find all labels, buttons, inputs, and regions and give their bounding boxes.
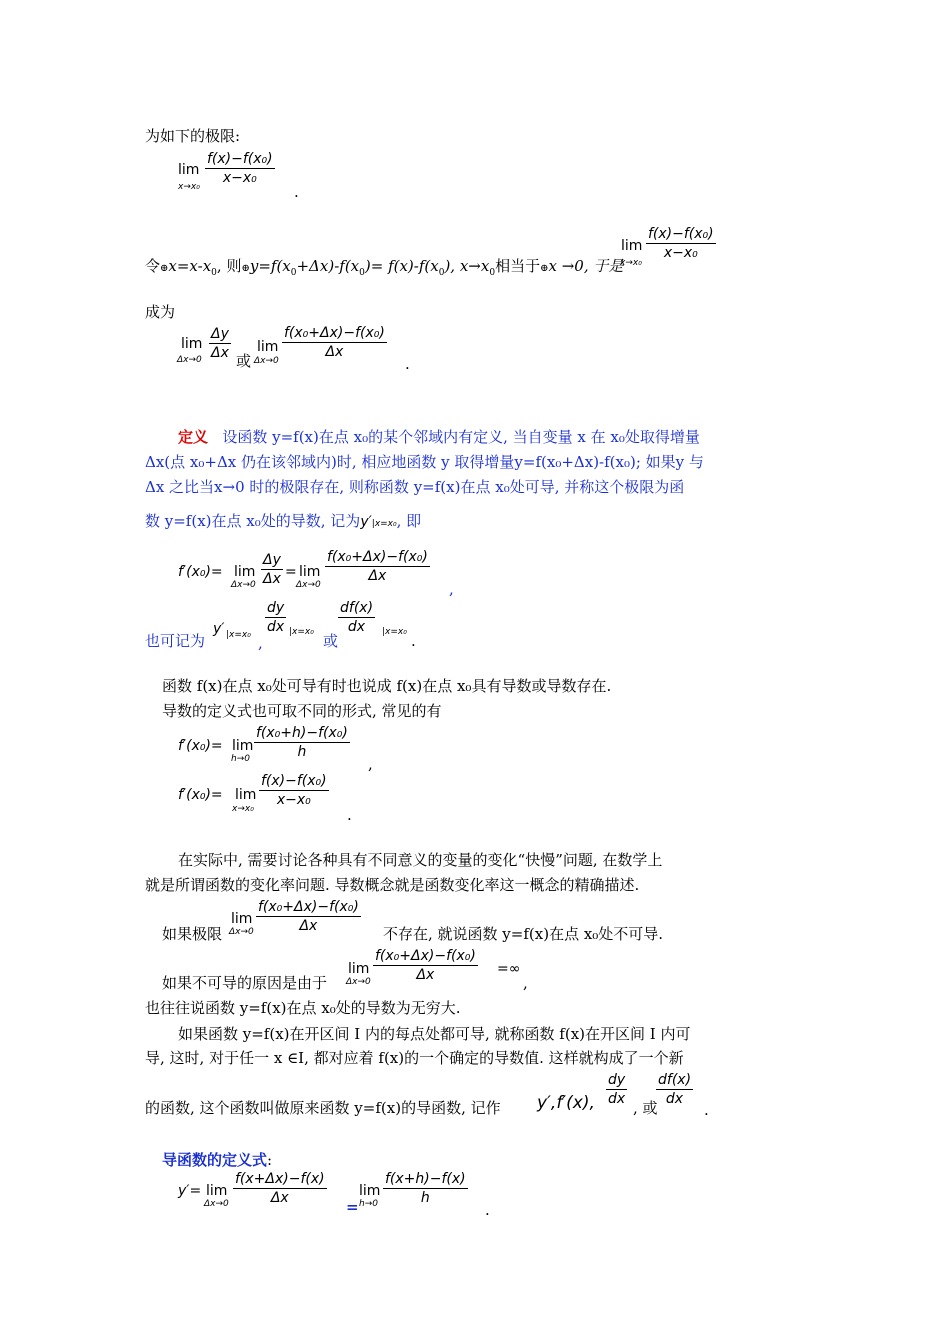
numerator: f(x)−f(x₀) [261, 773, 327, 789]
lim-label: lim [299, 564, 321, 580]
numerator: dy [608, 1072, 626, 1088]
text: )= f(x)-f(x [364, 257, 439, 275]
fraction [265, 599, 286, 636]
equals-infinity: =∞ [497, 961, 521, 977]
lim-subscript: Δx→0 [204, 1199, 229, 1209]
lim-label: lim [235, 787, 257, 803]
lim-subscript: x→x₀ [620, 258, 642, 268]
fraction [656, 1071, 693, 1108]
fraction [259, 772, 329, 809]
lim-label: lim [206, 1183, 228, 1199]
numerator: df(x) [658, 1072, 692, 1088]
section-heading [162, 1151, 272, 1169]
denominator: h [420, 1190, 430, 1206]
denominator: dx [267, 619, 285, 635]
fraction [282, 324, 387, 361]
denominator: h [297, 744, 307, 760]
fraction [646, 225, 716, 262]
lim-subscript: Δx→0 [254, 356, 279, 366]
text: 相当于 [495, 257, 541, 275]
lim-label: lim [257, 339, 279, 355]
fraction [209, 325, 231, 362]
subscript: 0 [290, 268, 297, 278]
evaluation-bar: |x=x₀ [371, 519, 397, 529]
y-prime: y′ [360, 514, 372, 530]
denominator: Δx [263, 571, 281, 587]
fraction [205, 150, 275, 187]
definition-line-2: Δx(点 x₀+Δx 仍在该邻域内)时, 相应地函数 y 取得增量y=f(x₀+Δx)-f(x₀); 如果y 与 [145, 453, 704, 471]
period: . [405, 355, 410, 373]
text-or: , 或 [633, 1099, 658, 1117]
equals: = [285, 564, 297, 580]
evaluation-bar: |x=x₀ [226, 630, 251, 640]
comma: , [449, 580, 454, 598]
numerator: f(x)−f(x₀) [648, 226, 714, 242]
fraction [261, 551, 283, 588]
denominator: dx [608, 1091, 626, 1107]
text-paragraph: 不存在, 就说函数 y=f(x)在点 x₀处不可导. [383, 925, 664, 943]
lim-label: lim [359, 1183, 381, 1199]
denominator: Δx [299, 918, 318, 934]
text-intro: 为如下的极限: [145, 127, 241, 145]
subscript: 0 [489, 268, 496, 278]
fraction [606, 1071, 627, 1108]
numerator: f(x₀+Δx)−f(x₀) [327, 549, 428, 565]
denominator: Δx [368, 568, 387, 584]
y-prime: y′ [213, 621, 225, 637]
lim-label: lim [178, 162, 200, 178]
denominator: x−x₀ [663, 245, 698, 261]
numerator: Δy [263, 552, 281, 568]
text-paragraph: 就是所谓函数的变化率问题. 导数概念就是函数变化率这一概念的精确描述. [145, 876, 640, 894]
lim-subscript: h→0 [231, 754, 250, 764]
fraction [256, 898, 361, 935]
f-prime-x0: f′(x₀)= [178, 564, 223, 580]
text-becomes: 成为 [145, 303, 176, 321]
lim-subscript: x→x₀ [232, 804, 254, 814]
lim-subscript: x→x₀ [178, 182, 200, 192]
definition-line-3: Δx 之比当x→0 时的极限存在, 则称函数 y=f(x)在点 x₀处可导, 并称这个极限为函 [145, 478, 685, 496]
period: . [294, 183, 299, 201]
denominator: Δx [211, 345, 229, 361]
numerator: dy [267, 600, 285, 616]
lim-label: lim [181, 336, 203, 352]
fraction [254, 724, 350, 761]
text-substitution: 令$\oplus x=x-x_0$, 则$\oplus y=f(x_0+\Delta x)-f(x_0)= f(x)-f(x_0)$, $x\to x_0$相当于⊕x →0, 于是 [145, 257, 624, 278]
text: x →0, 于是 [548, 257, 624, 275]
heading-text: 导函数的定义式 [162, 1151, 268, 1169]
text-paragraph: 如果函数 y=f(x)在开区间 I 内的每点处都可导, 就称函数 f(x)在开区间 I 内可 [178, 1025, 691, 1043]
denominator: Δx [416, 967, 435, 983]
denominator: dx [347, 619, 366, 635]
comma: , [258, 634, 263, 652]
text: : [267, 1151, 273, 1169]
denominator: dx [665, 1091, 684, 1107]
numerator: f(x₀+Δx)−f(x₀) [284, 325, 385, 341]
fraction [338, 599, 375, 636]
f-prime-x0: f′(x₀)= [178, 787, 223, 803]
definition-line-1 [178, 428, 700, 446]
numerator: f(x₀+h)−f(x₀) [256, 725, 348, 741]
numerator: f(x₀+Δx)−f(x₀) [258, 899, 359, 915]
period: . [347, 806, 352, 824]
subscript: 0 [438, 268, 445, 278]
period: . [704, 1101, 709, 1119]
comma: , [523, 974, 528, 992]
text: x=x-x [168, 257, 212, 275]
f-prime-x0: f′(x₀)= [178, 738, 223, 754]
period: . [411, 632, 416, 650]
denominator: x−x₀ [276, 792, 311, 808]
lim-subscript: Δx→0 [346, 977, 371, 987]
text: +Δx)-f(x [296, 257, 360, 275]
evaluation-bar: |x=x₀ [289, 627, 314, 637]
period: . [485, 1201, 490, 1219]
text: 设函数 y=f(x)在点 x₀的某个邻域内有定义, 当自变量 x 在 x₀处取得增量 [222, 428, 700, 446]
numerator: Δy [211, 326, 229, 342]
text: y=f(x [249, 257, 291, 275]
numerator: df(x) [340, 600, 374, 616]
text: ), x→x [444, 257, 490, 275]
comma: , [368, 755, 373, 773]
lim-label: lim [234, 564, 256, 580]
text-also-written: 也可记为 [145, 632, 206, 650]
lim-subscript: Δx→0 [229, 927, 254, 937]
text-paragraph: 如果极限 [162, 925, 223, 943]
derivative-notations: y′,f′(x), [537, 1093, 595, 1113]
evaluation-bar: |x=x₀ [382, 627, 407, 637]
lim-subscript: Δx→0 [177, 355, 202, 365]
text-paragraph: 在实际中, 需要讨论各种具有不同意义的变量的变化“快慢”问题, 在数学上 [178, 851, 663, 869]
numerator: f(x+Δx)−f(x) [235, 1171, 325, 1187]
text-paragraph: 导, 这时, 对于任一 x ∈I, 都对应着 f(x)的一个确定的导数值. 这样就构成了一个新 [145, 1049, 684, 1067]
lim-subscript: h→0 [359, 1199, 378, 1209]
lim-label: lim [348, 961, 370, 977]
lim-subscript: Δx→0 [296, 580, 321, 590]
lim-label: lim [621, 238, 643, 254]
text: 令 [145, 257, 161, 275]
text: , 即 [396, 512, 422, 530]
text-paragraph: 也往往说函数 y=f(x)在点 x₀处的导数为无穷大. [145, 999, 461, 1017]
lim-subscript: Δx→0 [231, 580, 256, 590]
text-paragraph: 函数 f(x)在点 x₀处可导有时也说成 f(x)在点 x₀具有导数或导数存在. [162, 677, 612, 695]
text: , 则 [216, 257, 242, 275]
definition-line-4 [145, 512, 421, 533]
subscript: 0 [211, 268, 217, 278]
equals: = [346, 1198, 359, 1216]
fraction [325, 548, 430, 585]
lim-label: lim [231, 911, 253, 927]
subscript: 0 [359, 268, 365, 278]
numerator: f(x)−f(x₀) [207, 151, 273, 167]
text-paragraph: 的函数, 这个函数叫做原来函数 y=f(x)的导函数, 记作 [145, 1099, 501, 1117]
denominator: Δx [270, 1190, 289, 1206]
numerator: f(x₀+Δx)−f(x₀) [375, 948, 476, 964]
y-prime-eq: y′= [178, 1183, 202, 1199]
fraction [373, 947, 478, 984]
denominator: x−x₀ [222, 170, 257, 186]
text-or: 或 [323, 632, 339, 650]
definition-label: 定义 [178, 428, 209, 446]
fraction [383, 1170, 468, 1207]
denominator: Δx [325, 344, 344, 360]
text-paragraph: 如果不可导的原因是由于 [162, 974, 328, 992]
fraction [233, 1170, 327, 1207]
text: 数 y=f(x)在点 x₀处的导数, 记为 [145, 512, 361, 530]
lim-label: lim [232, 738, 254, 754]
text-or: 或 [236, 352, 252, 370]
text-paragraph: 导数的定义式也可取不同的形式, 常见的有 [162, 702, 442, 720]
numerator: f(x+h)−f(x) [385, 1171, 466, 1187]
